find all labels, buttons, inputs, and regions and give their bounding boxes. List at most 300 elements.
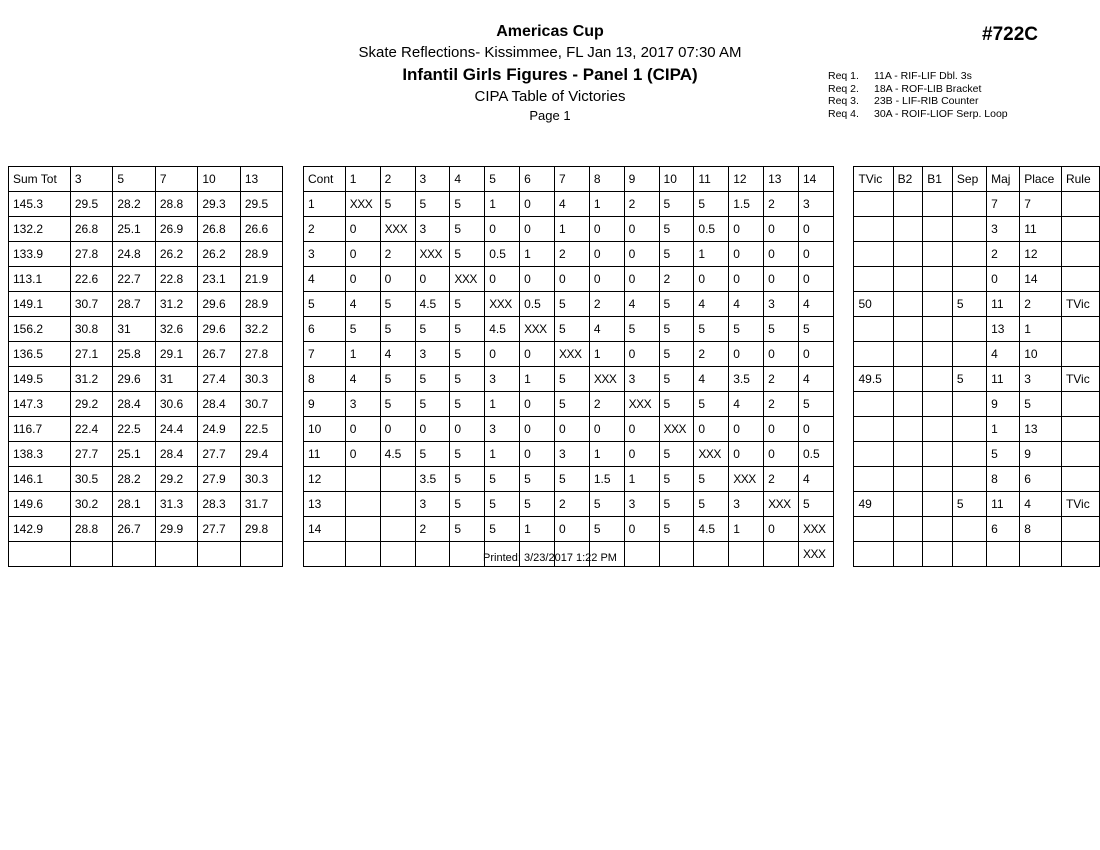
- spacer: [833, 292, 854, 317]
- cell-judge-score: 29.9: [155, 517, 198, 542]
- cell-victory: 5: [798, 392, 833, 417]
- cell-victory: 5: [380, 292, 415, 317]
- cell-tvic: 50: [854, 292, 893, 317]
- cell-victory: XXX: [764, 492, 799, 517]
- cell-rule: [1061, 342, 1099, 367]
- spacer: [833, 267, 854, 292]
- cell-contestant: 12: [303, 467, 345, 492]
- spacer: [283, 517, 304, 542]
- requirement-item: [828, 70, 1038, 83]
- cell-victory: 0: [450, 417, 485, 442]
- cell-victory: 0: [798, 417, 833, 442]
- header-maj: Maj: [987, 167, 1020, 192]
- cell-victory: 0.5: [694, 217, 729, 242]
- cell-victory: 0: [624, 417, 659, 442]
- cell-judge-score: 27.8: [240, 342, 283, 367]
- cell-judge-score: 29.5: [240, 192, 283, 217]
- cell-sum-tot: 149.1: [9, 292, 71, 317]
- cell-victory: 5: [415, 317, 450, 342]
- cell-judge-score: 28.8: [155, 192, 198, 217]
- cell-victory: 4: [729, 392, 764, 417]
- cell-contestant: 11: [303, 442, 345, 467]
- cell-victory: 3: [415, 492, 450, 517]
- header-rule: Rule: [1061, 167, 1099, 192]
- cell-victory: 5: [450, 467, 485, 492]
- cell-rule: [1061, 417, 1099, 442]
- cell-b1: [923, 467, 953, 492]
- header-judge-3: 3: [70, 167, 113, 192]
- spacer: [283, 267, 304, 292]
- cell-victory: 5: [450, 492, 485, 517]
- cell-victory: 0: [764, 517, 799, 542]
- cell-victory: 1: [694, 242, 729, 267]
- header-judge-7: 7: [155, 167, 198, 192]
- cell-victory: 3: [624, 367, 659, 392]
- requirement-number: Req 1.: [828, 70, 859, 82]
- cell-victory: 0: [764, 417, 799, 442]
- cell-victory-blank: [380, 467, 415, 492]
- cell-judge-score: 24.4: [155, 417, 198, 442]
- cell-victory: 0: [520, 392, 555, 417]
- cell-b2: [893, 317, 923, 342]
- cell-victory: 0: [520, 217, 555, 242]
- cell-sum-tot: 146.1: [9, 467, 71, 492]
- cell-judge-score: 30.2: [70, 492, 113, 517]
- spacer: [833, 342, 854, 367]
- cell-place: 5: [1020, 392, 1062, 417]
- cell-victory: 1: [589, 342, 624, 367]
- cell-sep: 5: [952, 367, 986, 392]
- event-title: Infantil Girls Figures - Panel 1 (CIPA): [402, 65, 698, 84]
- cell-sep: [952, 242, 986, 267]
- cell-judge-score: 29.2: [155, 467, 198, 492]
- cell-sep: [952, 342, 986, 367]
- venue-datetime: Skate Reflections- Kissimmee, FL Jan 13, 2017 07:30 AM: [358, 44, 742, 61]
- cell-victory: 5: [345, 317, 380, 342]
- spacer: [833, 492, 854, 517]
- cell-b2: [893, 292, 923, 317]
- cell-victory: 0: [345, 242, 380, 267]
- cell-victory: 3: [729, 492, 764, 517]
- cell-place: 9: [1020, 442, 1062, 467]
- cell-judge-score: 24.8: [113, 242, 156, 267]
- cell-rule: [1061, 517, 1099, 542]
- cell-victory: 4: [589, 317, 624, 342]
- cell-judge-score: 28.8: [70, 517, 113, 542]
- cell-victory: 5: [554, 467, 589, 492]
- cell-victory-blank: [380, 492, 415, 517]
- cell-sep: 5: [952, 292, 986, 317]
- cell-victory: 0: [624, 267, 659, 292]
- cell-judge-score: 27.7: [198, 442, 241, 467]
- cell-victory: 4: [798, 467, 833, 492]
- table-row: [9, 192, 1100, 217]
- cell-victory: XXX: [624, 392, 659, 417]
- cell-rule: [1061, 467, 1099, 492]
- cell-judge-score: 29.5: [70, 192, 113, 217]
- cell-b1: [923, 417, 953, 442]
- cell-victory: 5: [380, 317, 415, 342]
- cell-victory: 0.5: [520, 292, 555, 317]
- cell-b2: [893, 517, 923, 542]
- cell-victory: 5: [694, 192, 729, 217]
- cell-judge-score: 29.4: [240, 442, 283, 467]
- header-sep: Sep: [952, 167, 986, 192]
- cell-b1: [923, 492, 953, 517]
- cell-judge-score: 28.9: [240, 292, 283, 317]
- cell-tvic: [854, 517, 893, 542]
- cell-contestant: 2: [303, 217, 345, 242]
- cell-judge-score: 22.6: [70, 267, 113, 292]
- header-skater-12: 12: [729, 167, 764, 192]
- cell-b1: [923, 292, 953, 317]
- cell-rule: [1061, 217, 1099, 242]
- cell-sum-tot: 149.6: [9, 492, 71, 517]
- table-row: [9, 267, 1100, 292]
- cell-victory: XXX: [729, 467, 764, 492]
- cell-b2: [893, 217, 923, 242]
- cell-victory: XXX: [589, 367, 624, 392]
- cell-victory: 2: [589, 292, 624, 317]
- cell-judge-score: 22.4: [70, 417, 113, 442]
- cell-victory: 0: [729, 217, 764, 242]
- cell-judge-score: 25.1: [113, 442, 156, 467]
- cell-place: 2: [1020, 292, 1062, 317]
- requirement-item: [828, 108, 1038, 121]
- cell-victory: 5: [520, 467, 555, 492]
- cell-rule: [1061, 442, 1099, 467]
- header-skater-3: 3: [415, 167, 450, 192]
- cell-victory: 5: [554, 317, 589, 342]
- cell-victory: 5: [485, 492, 520, 517]
- cell-victory: 5: [450, 317, 485, 342]
- cell-rule: TVic: [1061, 492, 1099, 517]
- spacer: [283, 417, 304, 442]
- cell-b2: [893, 242, 923, 267]
- competition-title: Americas Cup: [496, 23, 604, 40]
- cell-victory: 4: [554, 192, 589, 217]
- cell-victory: 5: [485, 517, 520, 542]
- cell-victory: 0: [798, 342, 833, 367]
- cell-victory: 0: [798, 242, 833, 267]
- cell-victory: 5: [554, 367, 589, 392]
- spacer: [833, 242, 854, 267]
- cell-contestant: 14: [303, 517, 345, 542]
- cell-victory: 5: [415, 442, 450, 467]
- cell-victory: 5: [659, 242, 694, 267]
- cell-judge-score: 26.2: [155, 242, 198, 267]
- cell-victory: 0: [694, 267, 729, 292]
- cell-judge-score: 29.1: [155, 342, 198, 367]
- spacer: [833, 517, 854, 542]
- cell-victory: 0: [485, 217, 520, 242]
- cell-tvic: [854, 392, 893, 417]
- cell-victory: 5: [589, 492, 624, 517]
- header-judge-13: 13: [240, 167, 283, 192]
- cell-victory: 5: [450, 517, 485, 542]
- cell-rule: TVic: [1061, 367, 1099, 392]
- cell-victory: 2: [589, 392, 624, 417]
- cell-sep: [952, 392, 986, 417]
- header-skater-6: 6: [520, 167, 555, 192]
- cell-victory: 5: [450, 192, 485, 217]
- cell-victory: 4: [345, 292, 380, 317]
- cell-victory: 0: [380, 417, 415, 442]
- cell-tvic: [854, 342, 893, 367]
- table-row: [9, 217, 1100, 242]
- cell-victory: 5: [554, 292, 589, 317]
- cell-judge-score: 29.6: [198, 317, 241, 342]
- cell-judge-score: 24.9: [198, 417, 241, 442]
- cell-judge-score: 29.2: [70, 392, 113, 417]
- cell-victory: 0: [624, 217, 659, 242]
- cell-victory: 4.5: [380, 442, 415, 467]
- cell-victory: 3: [764, 292, 799, 317]
- cell-maj: 11: [987, 492, 1020, 517]
- cell-judge-score: 30.6: [155, 392, 198, 417]
- cell-victory: 0: [798, 267, 833, 292]
- cell-rule: [1061, 392, 1099, 417]
- cell-sep: [952, 442, 986, 467]
- cell-victory: 5: [798, 317, 833, 342]
- cell-contestant: 1: [303, 192, 345, 217]
- cell-judge-score: 32.6: [155, 317, 198, 342]
- cell-victory: 0.5: [798, 442, 833, 467]
- cell-victory: 5: [659, 367, 694, 392]
- requirement-text: 23B - LIF-RIB Counter: [874, 95, 979, 107]
- cell-victory: 0: [345, 417, 380, 442]
- table-row: [9, 292, 1100, 317]
- cell-victory: 3: [345, 392, 380, 417]
- cell-sum-tot: 136.5: [9, 342, 71, 367]
- cell-judge-score: 30.7: [240, 392, 283, 417]
- cell-contestant: 9: [303, 392, 345, 417]
- cell-maj: 11: [987, 367, 1020, 392]
- cell-victory: 5: [485, 467, 520, 492]
- cell-victory: 5: [450, 342, 485, 367]
- cell-victory: 3: [798, 192, 833, 217]
- cell-judge-score: 26.8: [70, 217, 113, 242]
- cell-victory: 5: [450, 442, 485, 467]
- cell-sep: [952, 417, 986, 442]
- cell-victory-blank: [345, 492, 380, 517]
- header-skater-4: 4: [450, 167, 485, 192]
- table-row: [9, 317, 1100, 342]
- cell-victory: 0: [345, 267, 380, 292]
- cell-victory: 5: [659, 342, 694, 367]
- cell-victory: 5: [659, 492, 694, 517]
- cell-victory: 1.5: [729, 192, 764, 217]
- cell-victory: 5: [415, 192, 450, 217]
- cell-victory: 5: [798, 492, 833, 517]
- cell-victory: 5: [659, 517, 694, 542]
- table-header-row: [9, 167, 1100, 192]
- cell-victory: 5: [450, 217, 485, 242]
- cell-judge-score: 28.7: [113, 292, 156, 317]
- header-skater-1: 1: [345, 167, 380, 192]
- cell-victory: 0: [729, 242, 764, 267]
- cell-victory: 2: [554, 492, 589, 517]
- cell-sep: [952, 217, 986, 242]
- cell-rule: TVic: [1061, 292, 1099, 317]
- table-row: [9, 517, 1100, 542]
- header-place: Place: [1020, 167, 1062, 192]
- cell-b1: [923, 517, 953, 542]
- spacer: [283, 242, 304, 267]
- cell-rule: [1061, 192, 1099, 217]
- table-row: [9, 467, 1100, 492]
- cell-maj: 9: [987, 392, 1020, 417]
- cell-tvic: [854, 467, 893, 492]
- cell-victory: 5: [659, 217, 694, 242]
- cell-victory: 5: [589, 517, 624, 542]
- cell-judge-score: 30.5: [70, 467, 113, 492]
- cell-victory: 4: [798, 367, 833, 392]
- header-tvic: TVic: [854, 167, 893, 192]
- cell-tvic: [854, 442, 893, 467]
- table-row: [9, 492, 1100, 517]
- cell-tvic: [854, 242, 893, 267]
- cell-sep: 5: [952, 492, 986, 517]
- cell-judge-score: 32.2: [240, 317, 283, 342]
- header-skater-13: 13: [764, 167, 799, 192]
- cell-judge-score: 27.1: [70, 342, 113, 367]
- cell-victory: 5: [450, 392, 485, 417]
- cell-rule: [1061, 267, 1099, 292]
- header-cont: Cont: [303, 167, 345, 192]
- cell-contestant: 4: [303, 267, 345, 292]
- cell-victory-blank: [345, 517, 380, 542]
- cell-victory: 2: [415, 517, 450, 542]
- cell-victory: 4.5: [415, 292, 450, 317]
- cell-victory: 5: [659, 192, 694, 217]
- cell-tvic: 49.5: [854, 367, 893, 392]
- cell-judge-score: 26.7: [198, 342, 241, 367]
- cell-victory: 0: [764, 267, 799, 292]
- cell-victory: 2: [624, 192, 659, 217]
- cell-victory: 0: [554, 267, 589, 292]
- cell-victory: 5: [659, 442, 694, 467]
- spacer: [833, 467, 854, 492]
- cell-victory: 4: [694, 367, 729, 392]
- cell-victory: 3.5: [415, 467, 450, 492]
- cell-victory: 5: [450, 367, 485, 392]
- cell-place: 1: [1020, 317, 1062, 342]
- cell-tvic: [854, 317, 893, 342]
- cell-victory: 0: [764, 217, 799, 242]
- spacer: [283, 167, 304, 192]
- cell-judge-score: 29.6: [198, 292, 241, 317]
- cell-victory: 4: [345, 367, 380, 392]
- cell-place: 3: [1020, 367, 1062, 392]
- cell-victory: 0: [624, 442, 659, 467]
- cell-victory: 2: [659, 267, 694, 292]
- cell-victory: XXX: [450, 267, 485, 292]
- cell-maj: 13: [987, 317, 1020, 342]
- table-row: [9, 442, 1100, 467]
- cell-maj: 0: [987, 267, 1020, 292]
- cell-victory: 5: [415, 392, 450, 417]
- cell-judge-score: 28.4: [198, 392, 241, 417]
- cell-victory: 1.5: [589, 467, 624, 492]
- cell-victory: 0: [345, 442, 380, 467]
- cell-victory: 0: [589, 417, 624, 442]
- spacer: [833, 192, 854, 217]
- requirement-number: Req 3.: [828, 95, 859, 107]
- cell-sum-tot: 145.3: [9, 192, 71, 217]
- cell-victory: 3: [415, 217, 450, 242]
- cell-victory: XXX: [485, 292, 520, 317]
- cell-victory: 0: [764, 442, 799, 467]
- page-label: Page 1: [529, 108, 571, 123]
- cell-judge-score: 22.5: [113, 417, 156, 442]
- cell-judge-score: 30.3: [240, 467, 283, 492]
- cell-victory: XXX: [659, 417, 694, 442]
- cell-victory: 0: [520, 342, 555, 367]
- cell-tvic: 49: [854, 492, 893, 517]
- cell-victory: 5: [380, 192, 415, 217]
- cell-sep: [952, 467, 986, 492]
- cell-judge-score: 22.8: [155, 267, 198, 292]
- cell-victory: 0: [554, 517, 589, 542]
- cell-victory: 3: [415, 342, 450, 367]
- spacer: [283, 192, 304, 217]
- header-b2: B2: [893, 167, 923, 192]
- cell-victory-blank: [380, 517, 415, 542]
- spacer: [283, 367, 304, 392]
- header-skater-2: 2: [380, 167, 415, 192]
- cell-victory: 1: [520, 367, 555, 392]
- header-skater-10: 10: [659, 167, 694, 192]
- header-skater-14: 14: [798, 167, 833, 192]
- cell-judge-score: 31.7: [240, 492, 283, 517]
- cell-rule: [1061, 317, 1099, 342]
- table-of-victories: [8, 166, 1100, 567]
- cell-maj: 7: [987, 192, 1020, 217]
- header-sum-tot: Sum Tot: [9, 167, 71, 192]
- header-skater-5: 5: [485, 167, 520, 192]
- table-row: [9, 367, 1100, 392]
- cell-victory: 5: [694, 392, 729, 417]
- cell-victory: XXX: [554, 342, 589, 367]
- spacer: [283, 442, 304, 467]
- cell-victory: XXX: [345, 192, 380, 217]
- cell-victory: XXX: [380, 217, 415, 242]
- cell-sep: [952, 192, 986, 217]
- cell-place: 10: [1020, 342, 1062, 367]
- table-title: CIPA Table of Victories: [474, 88, 626, 105]
- cell-sep: [952, 317, 986, 342]
- cell-judge-score: 30.7: [70, 292, 113, 317]
- cell-victory: 5: [450, 292, 485, 317]
- cell-victory: 5: [624, 317, 659, 342]
- requirement-number: Req 4.: [828, 107, 859, 120]
- header-skater-7: 7: [554, 167, 589, 192]
- table-row: [9, 342, 1100, 367]
- cell-victory: 3: [624, 492, 659, 517]
- cell-rule: [1061, 242, 1099, 267]
- cell-place: 7: [1020, 192, 1062, 217]
- cell-maj: 3: [987, 217, 1020, 242]
- spacer: [833, 392, 854, 417]
- cell-victory: 5: [729, 317, 764, 342]
- cell-victory: 5: [380, 367, 415, 392]
- cell-victory: 0: [729, 417, 764, 442]
- cell-victory: XXX: [415, 242, 450, 267]
- cell-victory: XXX: [520, 317, 555, 342]
- cell-victory: 2: [694, 342, 729, 367]
- cell-victory: 0: [729, 442, 764, 467]
